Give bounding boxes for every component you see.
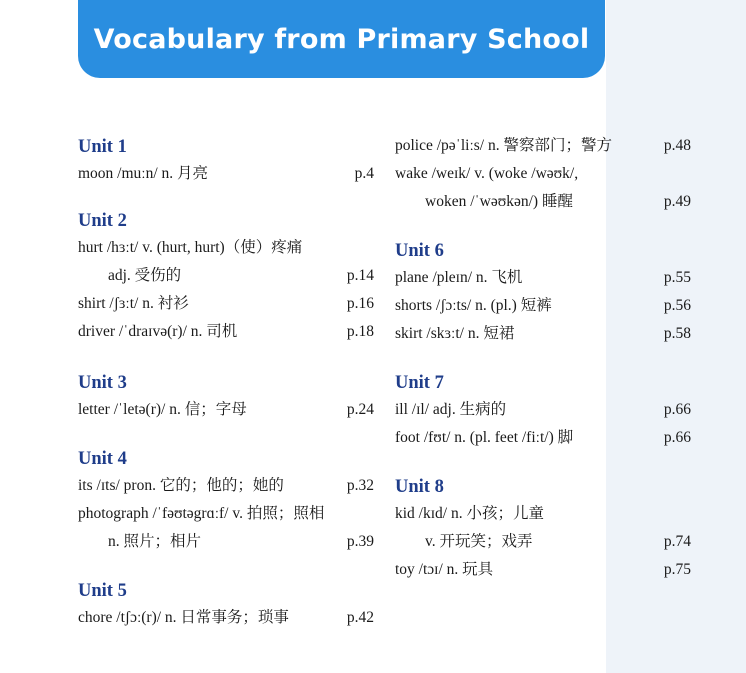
vocab-text: adj. 受伤的 — [108, 267, 182, 284]
page-ref: p.56 — [663, 297, 691, 314]
page-ref: p.49 — [663, 193, 691, 210]
unit-heading: Unit 7 — [395, 373, 444, 393]
page-ref: p.14 — [346, 267, 374, 284]
unit-heading: Unit 6 — [395, 241, 444, 261]
vocab-entry — [395, 556, 691, 584]
vocab-text: moon /muːn/ n. 月亮 — [78, 165, 209, 182]
vocab-entry — [395, 528, 691, 556]
unit-heading: Unit 8 — [395, 477, 444, 497]
vocab-text: shirt /ʃɜːt/ n. 衬衫 — [78, 295, 189, 312]
vocab-text: toy /tɔɪ/ n. 玩具 — [395, 561, 494, 578]
vocab-entry — [395, 292, 691, 320]
vocab-text: n. 照片；相片 — [108, 533, 202, 550]
vocab-entry — [78, 160, 374, 188]
vocab-entry — [78, 234, 374, 262]
unit-section — [395, 238, 691, 348]
unit-section — [78, 134, 374, 188]
page-ref: p.66 — [663, 429, 691, 446]
vocab-text: plane /pleɪn/ n. 飞机 — [395, 269, 523, 286]
vocab-text: its /ɪts/ pron. 它的；他的；她的 — [78, 477, 284, 494]
unit-section — [78, 370, 374, 424]
page-ref: p.74 — [663, 533, 691, 550]
page-ref: p.75 — [663, 561, 691, 578]
vocab-text: wake /weɪk/ v. (woke /wəʊk/, — [395, 165, 579, 182]
page-ref: p.55 — [663, 269, 691, 286]
page-ref: p.66 — [663, 401, 691, 418]
vocab-text: shorts /ʃɔːts/ n. (pl.) 短裤 — [395, 297, 552, 314]
unit-heading: Unit 1 — [78, 137, 127, 157]
vocab-text: police /pəˈliːs/ n. 警察部门；警方 — [395, 137, 612, 154]
page-ref: p.16 — [346, 295, 374, 312]
vocab-entry — [78, 290, 374, 318]
unit-section — [78, 446, 374, 556]
vocab-text: skirt /skɜːt/ n. 短裙 — [395, 325, 515, 342]
page-ref: p.32 — [346, 477, 374, 494]
page-title: Vocabulary from Primary School — [93, 24, 590, 55]
page-ref: p.42 — [346, 609, 374, 626]
vocab-entry — [395, 132, 691, 160]
vocab-entry — [395, 424, 691, 452]
vocab-text: chore /tʃɔː(r)/ n. 日常事务；琐事 — [78, 609, 289, 626]
vocab-text: ill /ɪl/ adj. 生病的 — [395, 401, 507, 418]
vocab-entry — [78, 500, 374, 528]
vocab-entry — [78, 472, 374, 500]
unit-heading: Unit 2 — [78, 211, 127, 231]
vocab-entry — [78, 262, 374, 290]
vocab-entry — [78, 604, 374, 632]
unit-heading: Unit 4 — [78, 449, 127, 469]
vocab-text: foot /fʊt/ n. (pl. feet /fiːt/) 脚 — [395, 429, 574, 446]
title-banner — [78, 0, 605, 78]
left-column — [78, 134, 374, 652]
unit-section — [395, 370, 691, 452]
unit-section — [78, 208, 374, 346]
vocab-text: photograph /ˈfəʊtəgrɑːf/ v. 拍照；照相 — [78, 505, 325, 522]
unit-section — [395, 474, 691, 584]
unit-heading: Unit 3 — [78, 373, 127, 393]
vocab-text: letter /ˈletə(r)/ n. 信；字母 — [78, 401, 247, 418]
unit-heading: Unit 5 — [78, 581, 127, 601]
vocab-entry — [78, 528, 374, 556]
page-ref: p.58 — [663, 325, 691, 342]
vocab-entry — [78, 396, 374, 424]
vocab-text: hurt /hɜːt/ v. (hurt, hurt)（使）疼痛 — [78, 239, 303, 256]
page-ref: p.4 — [354, 165, 374, 182]
vocab-entry — [395, 188, 691, 216]
right-column — [395, 132, 691, 604]
page-ref: p.18 — [346, 323, 374, 340]
page-ref: p.48 — [663, 137, 691, 154]
vocab-entry — [395, 320, 691, 348]
vocab-text: v. 开玩笑；戏弄 — [425, 533, 533, 550]
vocab-entry — [395, 264, 691, 292]
unit-continued-section — [395, 132, 691, 216]
unit-section — [78, 578, 374, 632]
page-ref: p.39 — [346, 533, 374, 550]
vocab-entry — [395, 500, 691, 528]
vocab-text: woken /ˈwəʊkən/) 睡醒 — [425, 193, 573, 210]
vocab-text: driver /ˈdraɪvə(r)/ n. 司机 — [78, 323, 238, 340]
vocab-entry — [395, 396, 691, 424]
page-ref: p.24 — [346, 401, 374, 418]
vocab-entry — [395, 160, 691, 188]
vocab-entry — [78, 318, 374, 346]
vocab-text: kid /kɪd/ n. 小孩；儿童 — [395, 505, 544, 522]
